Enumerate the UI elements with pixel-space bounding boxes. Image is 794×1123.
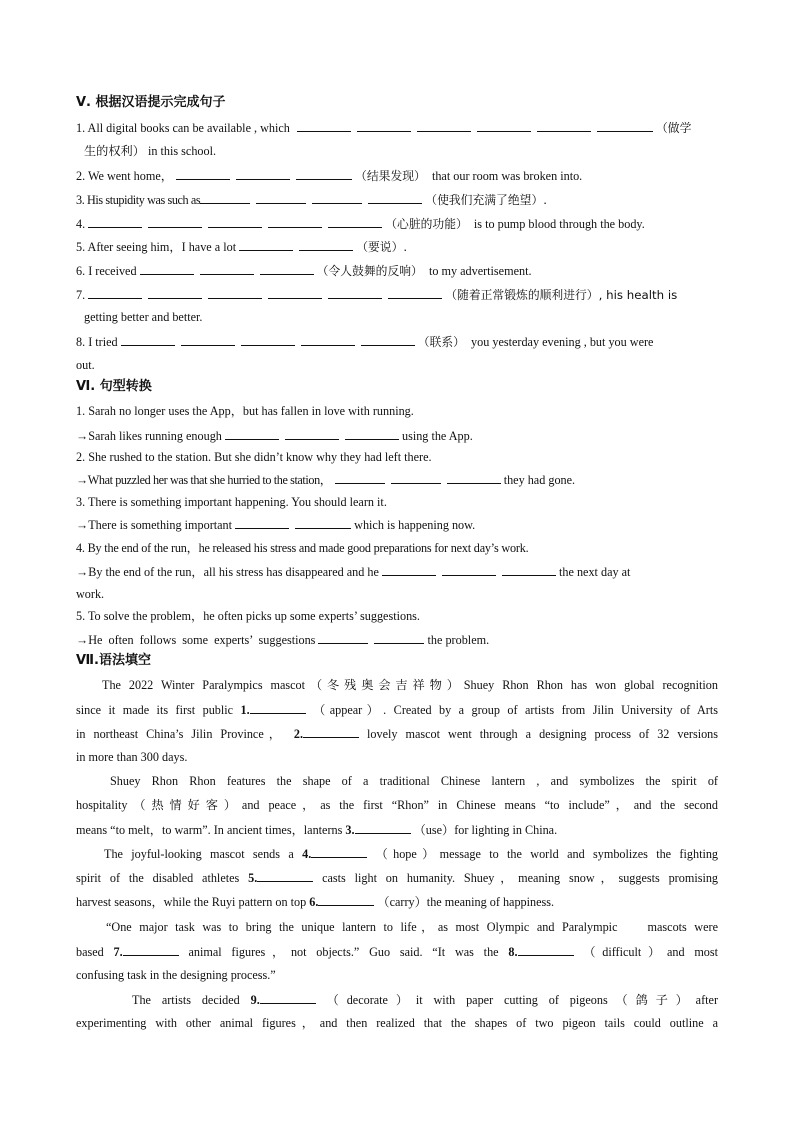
s6-q3-rewrite-tail: which is happening now.	[354, 518, 476, 532]
s7-text: （decorate）it with paper cutting of pigeons（鸽子）after	[326, 993, 718, 1007]
s5-q8-line1	[76, 334, 653, 349]
blank-number-1: 1.	[240, 703, 250, 717]
s5-q2-text: 2. We went home，	[76, 169, 173, 183]
answer-blank[interactable]	[345, 428, 399, 440]
answer-blank-2[interactable]	[303, 726, 359, 738]
s6-q1-rewrite-text: →Sarah likes running enough	[76, 429, 222, 443]
s6-q4-rewrite-tail: the next day at	[559, 565, 631, 579]
s7-text: harvest seasons，while the Ruyi pattern on top	[76, 895, 307, 909]
s6-q1-rewrite	[76, 428, 473, 443]
s7-text: spirit of the disabled athletes	[76, 871, 240, 885]
answer-blank[interactable]	[388, 287, 442, 299]
answer-blank[interactable]	[357, 120, 411, 132]
s7-p4-line3: confusing task in the designing process.”	[76, 968, 276, 982]
answer-blank[interactable]	[374, 632, 424, 644]
s5-q3	[76, 192, 547, 207]
s5-q3-hint: （使我们充满了绝望）.	[425, 193, 547, 207]
s7-p1-line3	[76, 726, 718, 741]
answer-blank[interactable]	[208, 216, 262, 228]
s7-text: The joyful-looking mascot sends a	[104, 847, 294, 861]
answer-blank-3[interactable]	[355, 822, 411, 834]
s6-q3-rewrite	[76, 517, 475, 532]
s5-q1-text: 1. All digital books can be available , which	[76, 121, 290, 135]
answer-blank[interactable]	[140, 263, 194, 275]
s7-p2-line3	[76, 822, 557, 837]
answer-blank[interactable]	[361, 334, 415, 346]
answer-blank[interactable]	[260, 263, 314, 275]
answer-blank[interactable]	[299, 239, 353, 251]
answer-blank[interactable]	[88, 287, 142, 299]
answer-blank[interactable]	[537, 120, 591, 132]
s7-p5-line2: experimenting with other animal figures，and then realized that the shapes of two pigeon tails could outline a	[76, 1016, 718, 1030]
s7-text: since it made its first public	[76, 703, 234, 717]
s5-q8-tail: you yesterday evening , but you were	[471, 335, 654, 349]
s6-q4-rewrite-text: →By the end of the run，all his stress has disappeared and he	[76, 565, 379, 579]
answer-blank-7[interactable]	[123, 944, 179, 956]
answer-blank-1[interactable]	[250, 702, 306, 714]
answer-blank[interactable]	[181, 334, 235, 346]
s5-q7-text: 7.	[76, 288, 86, 302]
s6-q2: 2. She rushed to the station. But she didn’t know why they had left there.	[76, 450, 432, 464]
answer-blank[interactable]	[442, 564, 496, 576]
s5-q5-text: 5. After seeing him，I have a lot	[76, 240, 237, 254]
s7-text: The artists decided	[132, 993, 240, 1007]
s5-q8-line2: out.	[76, 358, 95, 372]
s5-q8-text: 8. I tried	[76, 335, 118, 349]
answer-blank-5[interactable]	[257, 870, 313, 882]
answer-blank[interactable]	[236, 168, 290, 180]
answer-blank[interactable]	[296, 168, 352, 180]
s5-q7-line1	[76, 287, 677, 302]
s6-q5-rewrite	[76, 632, 489, 647]
s7-text: based	[76, 945, 104, 959]
s7-text: in northeast China’s Jilin Province，	[76, 727, 286, 741]
s5-q6-hint: （令人鼓舞的反响）	[316, 264, 423, 278]
answer-blank-9[interactable]	[260, 992, 316, 1004]
answer-blank[interactable]	[285, 428, 339, 440]
answer-blank[interactable]	[239, 239, 293, 251]
answer-blank[interactable]	[368, 192, 422, 204]
s5-q2	[76, 168, 582, 183]
s5-q7-line2: getting better and better.	[84, 310, 203, 324]
answer-blank[interactable]	[148, 216, 202, 228]
answer-blank[interactable]	[335, 472, 385, 484]
answer-blank[interactable]	[148, 287, 202, 299]
answer-blank[interactable]	[176, 168, 230, 180]
answer-blank-4[interactable]	[311, 846, 367, 858]
answer-blank[interactable]	[121, 334, 175, 346]
s7-text: （appear）. Created by a group of artists from Jilin University of Arts	[313, 703, 718, 717]
s7-text: casts light on humanity. Shuey，meaning snow，suggests promising	[322, 871, 719, 885]
s5-q2-hint: （结果发现）	[355, 169, 426, 183]
s5-q3-text: 3. His stupidity was such as	[76, 193, 201, 207]
blank-number-5: 5.	[248, 871, 258, 885]
answer-blank[interactable]	[268, 287, 322, 299]
s7-p2-line1: Shuey Rhon Rhon features the shape of a traditional Chinese lantern , and symbolizes the spirit of	[110, 774, 718, 788]
section-6-heading: Ⅵ. 句型转换	[76, 379, 152, 394]
s7-p3-line2	[76, 870, 718, 885]
s7-text: （hope）message to the world and symbolizes the fighting	[375, 847, 719, 861]
answer-blank[interactable]	[295, 517, 351, 529]
answer-blank[interactable]	[502, 564, 556, 576]
answer-blank[interactable]	[312, 192, 362, 204]
s5-q6-text: 6. I received	[76, 264, 137, 278]
answer-blank[interactable]	[417, 120, 471, 132]
s5-q4-hint: （心脏的功能）	[385, 217, 468, 231]
s6-q3-rewrite-text: →There is something important	[76, 518, 233, 532]
s5-q2-tail: that our room was broken into.	[431, 169, 583, 183]
s6-q2-rewrite-text: →What puzzled her was that she hurried to the station，	[76, 473, 332, 487]
answer-blank[interactable]	[200, 263, 254, 275]
s7-text: animal figures，not objects.” Guo said. “It was the	[188, 945, 499, 959]
blank-number-6: 6.	[309, 895, 319, 909]
answer-blank[interactable]	[256, 192, 306, 204]
answer-blank[interactable]	[447, 472, 501, 484]
s5-q5-hint: （要说）.	[356, 240, 408, 254]
s5-q6	[76, 263, 532, 278]
answer-blank[interactable]	[88, 216, 142, 228]
s6-q3: 3. There is something important happening. You should learn it.	[76, 495, 387, 509]
s5-q5	[76, 239, 407, 254]
answer-blank[interactable]	[235, 517, 289, 529]
s7-p4-line1: “One major task was to bring the unique lantern to life，as most Olympic and Paralympic mascots were	[106, 920, 718, 934]
section-5-heading: Ⅴ. 根据汉语提示完成句子	[76, 95, 226, 110]
s5-q7-hint: （随着正常锻炼的顺利进行）, his health is	[445, 288, 678, 302]
s7-text: lovely mascot went through a designing process of 32 versions	[367, 727, 719, 741]
s7-p3-line3	[76, 894, 554, 909]
answer-blank[interactable]	[225, 428, 279, 440]
answer-blank[interactable]	[241, 334, 295, 346]
s5-q6-tail: to my advertisement.	[428, 264, 532, 278]
answer-blank[interactable]	[297, 120, 351, 132]
blank-number-2: 2.	[293, 727, 304, 741]
s6-q4-rewrite-line2: work.	[76, 587, 105, 601]
answer-blank[interactable]	[382, 564, 436, 576]
blank-number-3: 3.	[345, 823, 355, 837]
s5-q4-text: 4.	[76, 217, 86, 231]
s7-p5-line1	[132, 992, 718, 1007]
s7-p4-line2	[76, 944, 718, 959]
s6-q5: 5. To solve the problem，he often picks up some experts’ suggestions.	[76, 609, 420, 623]
s7-p2-line2: hospitality（热情好客）and peace，as the first “Rhon” in Chinese means “to include”，and the second	[76, 798, 718, 812]
s7-text: （use）for lighting in China.	[413, 823, 558, 837]
section-7-heading: Ⅶ.语法填空	[76, 653, 151, 668]
s6-q4: 4. By the end of the run，he released his stress and made good preparations for next day’s work.	[76, 541, 529, 555]
answer-blank[interactable]	[328, 287, 382, 299]
answer-blank[interactable]	[200, 192, 250, 204]
s7-p1-line1: The 2022 Winter Paralympics mascot（冬残奥会吉祥物）Shuey Rhon Rhon has won global recognition	[102, 678, 718, 692]
s6-q5-rewrite-tail: the problem.	[427, 633, 490, 647]
s7-text: （carry）the meaning of happiness.	[377, 895, 555, 909]
answer-blank[interactable]	[391, 472, 441, 484]
s6-q5-rewrite-text: →He often follows some experts’ suggestions	[76, 633, 316, 647]
s6-q4-rewrite	[76, 564, 630, 579]
s6-q1-rewrite-tail: using the App.	[401, 429, 473, 443]
s7-text: means “to melt，to warm”. In ancient times，lanterns	[76, 823, 343, 837]
s7-p3-line1	[104, 846, 718, 861]
answer-blank[interactable]	[318, 632, 368, 644]
blank-number-7: 7.	[113, 945, 123, 959]
s6-q2-rewrite	[76, 472, 575, 487]
answer-blank[interactable]	[328, 216, 382, 228]
blank-number-8: 8.	[508, 945, 518, 959]
answer-blank-6[interactable]	[318, 894, 374, 906]
s5-q1-hint: （做学	[656, 121, 692, 135]
s5-q4-tail: is to pump blood through the body.	[473, 217, 645, 231]
s6-q2-rewrite-tail: they had gone.	[503, 473, 576, 487]
s5-q1-line2: 生的权利） in this school.	[84, 144, 217, 158]
s5-q1-line1	[76, 120, 691, 135]
answer-blank-8[interactable]	[518, 944, 574, 956]
answer-blank[interactable]	[477, 120, 531, 132]
s5-q8-hint: （联系）	[417, 335, 465, 349]
answer-blank[interactable]	[268, 216, 322, 228]
answer-blank[interactable]	[597, 120, 653, 132]
s6-q1: 1. Sarah no longer uses the App，but has fallen in love with running.	[76, 404, 414, 418]
s7-p1-line2	[76, 702, 718, 717]
blank-number-4: 4.	[302, 847, 312, 861]
answer-blank[interactable]	[301, 334, 355, 346]
blank-number-9: 9.	[250, 993, 260, 1007]
answer-blank[interactable]	[208, 287, 262, 299]
s5-q4	[76, 216, 645, 231]
s7-text: （difficult）and most	[583, 945, 719, 959]
s7-p1-line4: in more than 300 days.	[76, 750, 188, 764]
